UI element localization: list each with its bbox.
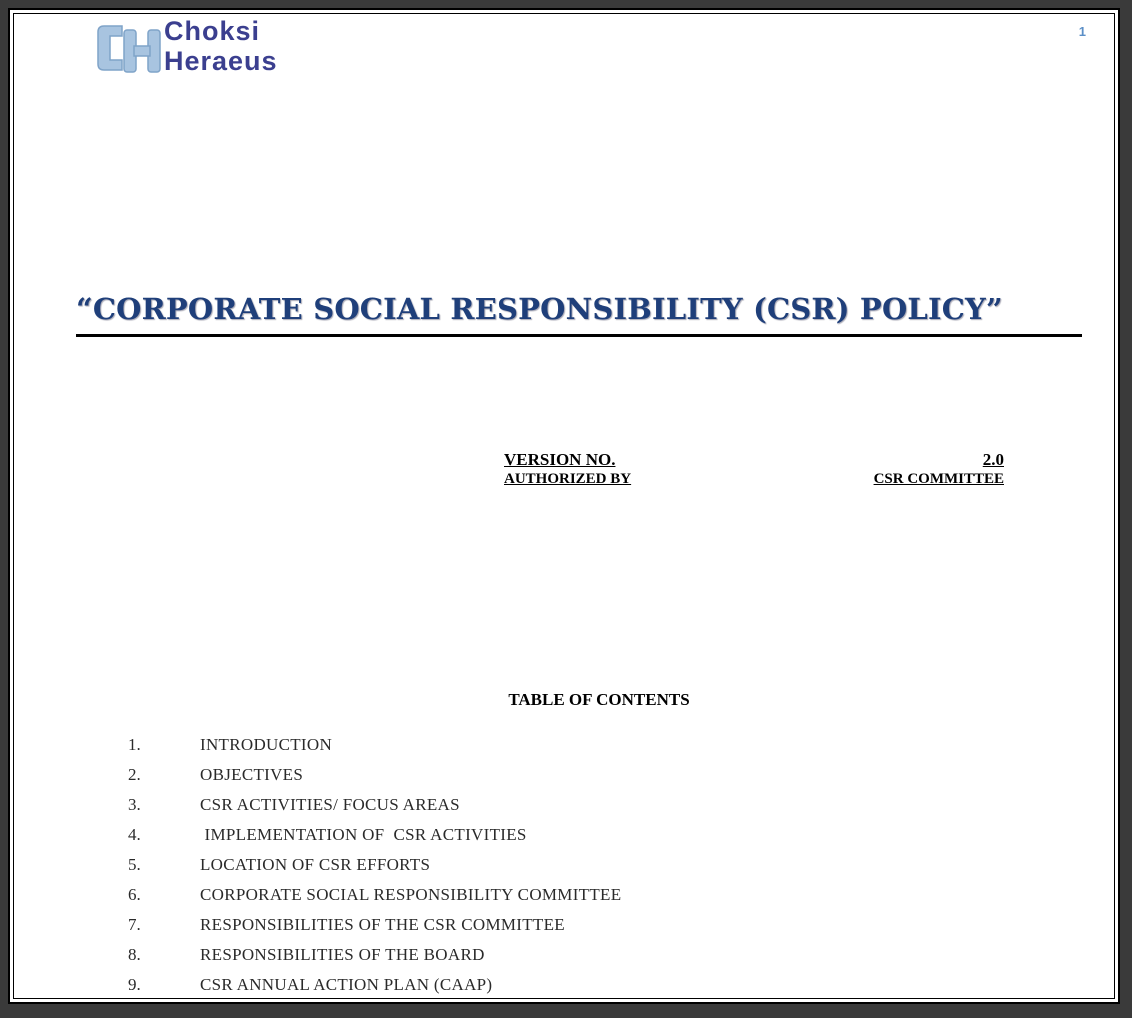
toc-item xyxy=(128,970,828,1000)
toc-item-label: LOCATION OF CSR EFFORTS xyxy=(200,855,431,874)
toc-item-number: 8. xyxy=(128,945,141,964)
toc-item-number: 3. xyxy=(128,795,141,814)
toc-item-number: 1. xyxy=(128,735,141,754)
toc-item xyxy=(128,940,828,970)
toc-heading: TABLE OF CONTENTS xyxy=(508,690,690,709)
toc-item-number: 5. xyxy=(128,855,141,874)
authorized-row xyxy=(504,471,1004,488)
toc-item-label: RESPONSIBILITIES OF THE CSR COMMITTEE xyxy=(200,915,565,934)
toc-item-label: OBJECTIVES xyxy=(200,765,304,784)
toc-item-label: CORPORATE SOCIAL RESPONSIBILITY COMMITTEE xyxy=(200,885,622,904)
toc-item xyxy=(128,760,828,790)
version-value: 2.0 xyxy=(982,450,1004,469)
toc-item-label: CSR ANNUAL ACTION PLAN (CAAP) xyxy=(200,975,493,994)
toc-item-label: CSR ACTIVITIES/ FOCUS AREAS xyxy=(200,795,460,814)
toc-item xyxy=(128,850,828,880)
toc-item-label: IMPLEMENTATION OF CSR ACTIVITIES xyxy=(200,825,527,844)
toc-item xyxy=(128,730,828,760)
toc-item xyxy=(128,790,828,820)
toc-item-number: 9. xyxy=(128,975,141,994)
logo-mark-icon xyxy=(94,20,164,76)
logo-line-1: Choksi xyxy=(164,16,261,46)
company-logo xyxy=(94,16,384,78)
authorized-label: AUTHORIZED BY xyxy=(504,471,632,487)
title-underline xyxy=(76,334,1082,337)
version-label: VERSION NO. xyxy=(504,450,616,469)
toc-list xyxy=(128,730,828,1000)
toc-item xyxy=(128,880,828,910)
toc-item xyxy=(128,820,828,850)
document-page xyxy=(8,8,1120,1004)
toc-item-label: RESPONSIBILITIES OF THE BOARD xyxy=(200,945,485,964)
toc-item-number: 4. xyxy=(128,825,141,844)
logo-wordmark xyxy=(164,16,278,76)
toc-item-number: 6. xyxy=(128,885,141,904)
toc-item-label: INTRODUCTION xyxy=(200,735,333,754)
toc-item-number: 7. xyxy=(128,915,141,934)
version-row xyxy=(504,450,1004,470)
authorized-value: CSR COMMITTEE xyxy=(873,471,1004,487)
toc-item xyxy=(128,910,828,940)
toc-item-number: 2. xyxy=(128,765,141,784)
logo-line-2: Heraeus xyxy=(164,46,278,76)
document-title: “CORPORATE SOCIAL RESPONSIBILITY (CSR) POLICY” xyxy=(76,292,1003,326)
page-number: 1 xyxy=(1078,24,1086,39)
